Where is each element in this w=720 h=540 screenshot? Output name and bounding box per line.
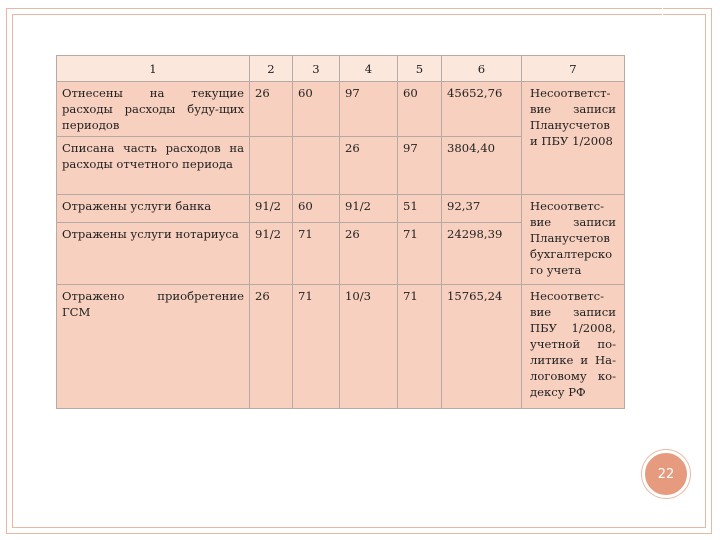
amount-cell: 45652,76	[442, 82, 522, 137]
operation-cell: Отражены услуги банка	[57, 195, 250, 223]
credit-cell: 71	[398, 223, 442, 285]
table-row	[57, 195, 625, 223]
credit-cell: 60	[398, 82, 442, 137]
debit-cell: 26	[340, 223, 398, 285]
credit-cell	[293, 137, 340, 195]
page-number-badge: 22	[642, 450, 690, 498]
debit-cell	[250, 137, 293, 195]
header-cell: 6	[442, 56, 522, 82]
note-cell: Несоответст-вие записи Планусчетов и ПБУ 1/2008	[522, 82, 625, 195]
header-cell: 3	[293, 56, 340, 82]
amount-cell: 3804,40	[442, 137, 522, 195]
header-cell: 5	[398, 56, 442, 82]
header-cell: 2	[250, 56, 293, 82]
debit-cell: 26	[250, 82, 293, 137]
amount-cell: 24298,39	[442, 223, 522, 285]
operation-cell: Списана часть расходов на расходы отчетного периода	[57, 137, 250, 195]
debit-cell: 91/2	[250, 223, 293, 285]
header-row	[57, 56, 625, 82]
debit-cell: 10/3	[340, 285, 398, 409]
credit-cell: 71	[293, 285, 340, 409]
debit-cell: 26	[250, 285, 293, 409]
credit-cell: 97	[398, 137, 442, 195]
credit-cell: 60	[293, 82, 340, 137]
operation-cell: Отражены услуги нотариуса	[57, 223, 250, 285]
credit-cell: 71	[293, 223, 340, 285]
debit-cell: 97	[340, 82, 398, 137]
amount-cell: 15765,24	[442, 285, 522, 409]
debit-cell: 91/2	[340, 195, 398, 223]
accounting-table	[56, 55, 625, 409]
header-cell: 1	[57, 56, 250, 82]
note-cell: Несоответс-вие записи ПБУ 1/2008, учетной по-литике и На-логовому ко-дексу РФ	[522, 285, 625, 409]
credit-cell: 60	[293, 195, 340, 223]
note-cell: Несоответс-вие записи Планусчетов бухгалтерско го учета	[522, 195, 625, 285]
badge-connector	[662, 8, 663, 450]
debit-cell: 26	[340, 137, 398, 195]
amount-cell: 92,37	[442, 195, 522, 223]
header-cell: 7	[522, 56, 625, 82]
debit-cell: 91/2	[250, 195, 293, 223]
table-row	[57, 285, 625, 409]
operation-cell: Отнесены на текущие расходы расходы буду-щих периодов	[57, 82, 250, 137]
table-row	[57, 82, 625, 137]
credit-cell: 71	[398, 285, 442, 409]
operation-cell: Отражено приобретение ГСМ	[57, 285, 250, 409]
credit-cell: 51	[398, 195, 442, 223]
header-cell: 4	[340, 56, 398, 82]
